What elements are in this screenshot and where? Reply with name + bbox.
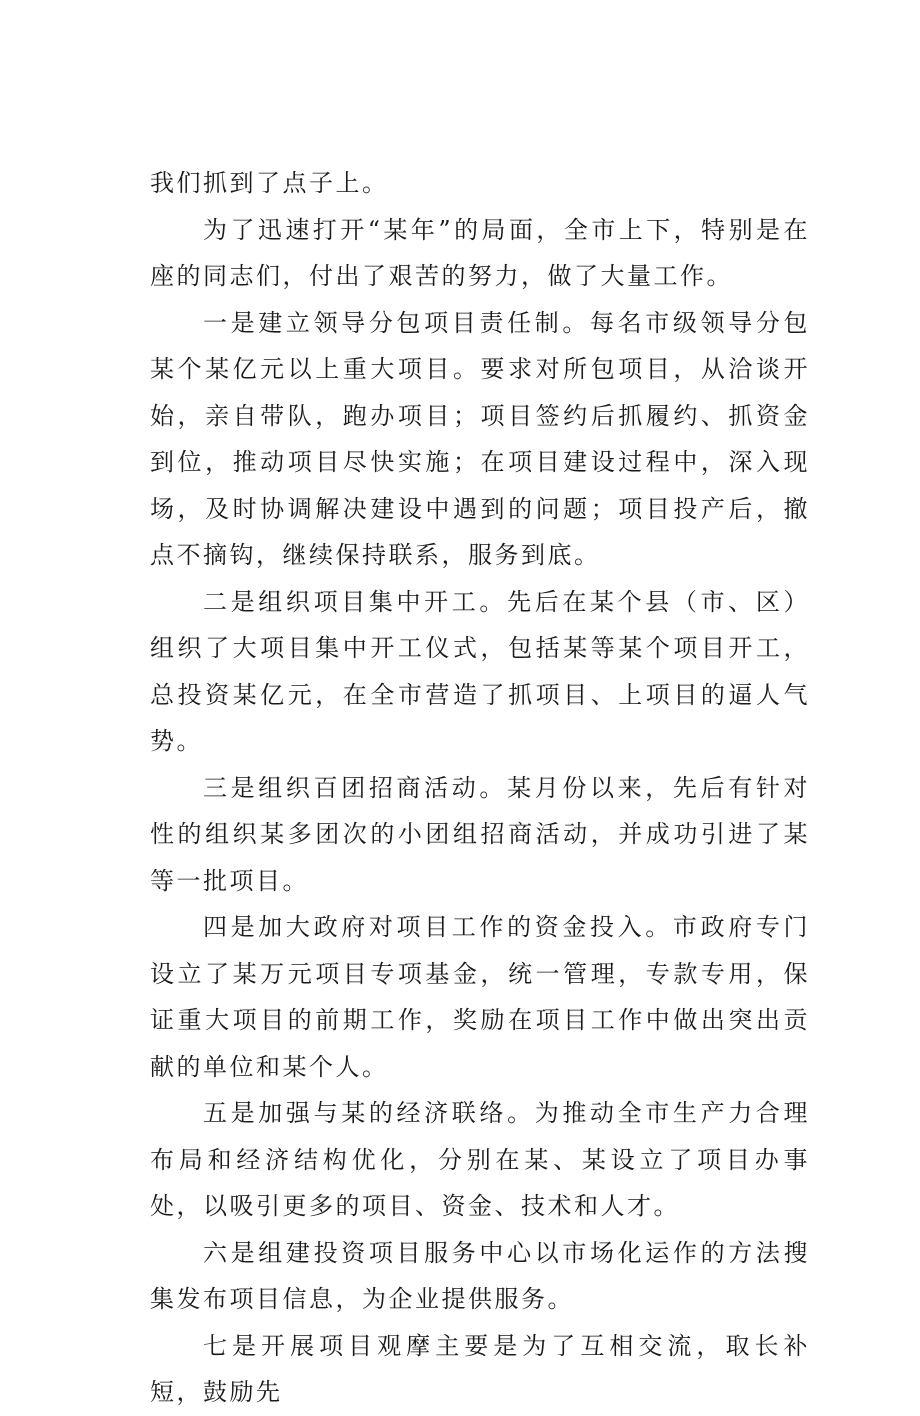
paragraph-item-3: 三是组织百团招商活动。某月份以来，先后有针对性的组织某多团次的小团组招商活动，并成功引进了某等一批项目。 bbox=[150, 773, 810, 895]
paragraph-item-2: 二是组织项目集中开工。先后在某个县（市、区）组织了大项目集中开工仪式，包括某等某个项目开工，总投资某亿元，在全市营造了抓项目、上项目的逼人气势。 bbox=[150, 587, 810, 755]
paragraph-continuation: 我们抓到了点子上。 bbox=[150, 169, 389, 197]
body-text bbox=[150, 160, 810, 1416]
paragraph-item-4: 四是加大政府对项目工作的资金投入。市政府专门设立了某万元项目专项基金，统一管理，专款专用，保证重大项目的前期工作，奖励在项目工作中做出突出贡献的单位和某个人。 bbox=[150, 913, 810, 1081]
paragraph-item-6: 六是组建投资项目服务中心以市场化运作的方法搜集发布项目信息，为企业提供服务。 bbox=[150, 1238, 810, 1313]
paragraph-intro: 为了迅速打开“某年”的局面，全市上下，特别是在座的同志们，付出了艰苦的努力，做了大量工作。 bbox=[150, 215, 810, 290]
paragraph-item-7: 七是开展项目观摩主要是为了互相交流，取长补短，鼓励先 bbox=[150, 1331, 810, 1406]
paragraph-item-1: 一是建立领导分包项目责任制。每名市级领导分包某个某亿元以上重大项目。要求对所包项目，从洽谈开始，亲自带队，跑办项目；项目签约后抓履约、抓资金到位，推动项目尽快实施；在项目建设过程中，深入现场，及时协调解决建设中遇到的问题；项目投产后，撤点不摘钩，继续保持联系，服务到底。 bbox=[150, 308, 810, 569]
paragraph-item-5: 五是加强与某的经济联络。为推动全市生产力合理布局和经济结构优化，分别在某、某设立了项目办事处，以吸引更多的项目、资金、技术和人才。 bbox=[150, 1099, 810, 1220]
